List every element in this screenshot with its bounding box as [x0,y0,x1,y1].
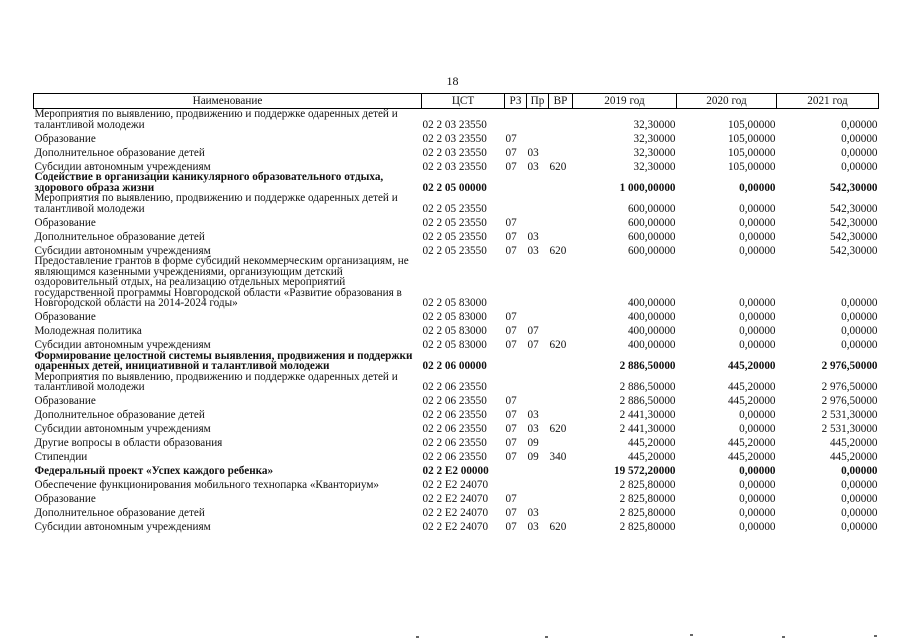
cell-vr [549,351,573,372]
cell-name: Субсидии автономным учреждениям [34,160,211,173]
cell-pr [527,130,549,144]
cell-rz: 07 [505,160,517,173]
cell-2019: 2 441,30000 [619,423,676,435]
cell-cst: 02 2 06 00000 [422,360,487,372]
cell-pr [527,109,549,131]
cell-pr: 03 [527,244,539,257]
header-pr: Пр [527,94,549,109]
cell-cst: 02 2 05 23550 [422,244,487,257]
cell-cst: 02 2 03 23550 [422,118,487,131]
header-2021: 2021 год [777,94,879,109]
cell-pr: 03 [527,423,539,435]
cell-vr [549,256,573,309]
cell-vr [549,407,573,421]
cell-pr: 03 [527,146,539,159]
cell-name: Обеспечение функционирования мобильного технопарка «Кванториум» [34,479,380,491]
cell-2019: 400,00000 [627,325,676,337]
cell-pr: 03 [527,160,539,173]
cell-rz: 07 [505,521,517,533]
cell-2020: 0,00000 [739,216,776,229]
table-row [34,109,879,131]
cell-cst: 02 2 05 83000 [422,339,487,351]
cell-rz: 07 [505,451,517,463]
cell-cst: 02 2 05 23550 [422,216,487,229]
cell-rz [505,351,527,372]
cell-pr [527,214,549,228]
cell-2020: 0,00000 [739,297,776,309]
cell-vr [549,309,573,323]
cell-name: Образование [34,216,96,229]
table-row [34,491,879,505]
cell-vr [549,109,573,131]
cell-name: Дополнительное образование детей [34,146,205,159]
cell-2020: 0,00000 [739,493,776,505]
cell-2020: 445,20000 [727,360,776,372]
table-row [34,242,879,256]
cell-rz: 07 [505,493,517,505]
cell-vr [549,130,573,144]
cell-2021: 0,00000 [841,160,878,173]
cell-name: Дополнительное образование детей [34,409,205,421]
table-row [34,337,879,351]
table-header-row [34,94,879,109]
cell-2021: 0,00000 [841,479,878,491]
table-row [34,130,879,144]
cell-2019: 445,20000 [627,451,676,463]
table-row [34,158,879,172]
header-name: Наименование [34,94,422,109]
cell-rz: 07 [505,395,517,407]
cell-pr [527,256,549,309]
cell-2019: 2 825,80000 [619,479,676,491]
cell-2019: 2 886,50000 [619,360,676,372]
cell-name: Мероприятия по выявлению, продвижению и поддержке одаренных детей и талантливой молодежи [34,370,398,393]
cell-2021: 0,00000 [841,339,878,351]
cell-2020: 0,00000 [739,311,776,323]
cell-cst: 02 2 E2 24070 [422,479,489,491]
cell-2020: 105,00000 [727,160,776,173]
cell-2021: 542,30000 [829,181,878,194]
cell-vr [549,477,573,491]
cell-2021: 542,30000 [829,216,878,229]
cell-cst: 02 2 E2 24070 [422,521,489,533]
page-number: 18 [446,74,459,88]
cell-cst: 02 2 05 83000 [422,325,487,337]
header-2020: 2020 год [677,94,777,109]
cell-vr: 340 [549,451,567,463]
cell-2019: 600,00000 [627,230,676,243]
cell-cst: 02 2 06 23550 [422,409,487,421]
cell-2019: 2 886,50000 [619,381,676,393]
cell-vr [549,228,573,242]
cell-2020: 0,00000 [739,465,776,477]
cell-rz: 07 [505,244,517,257]
header-2019: 2019 год [573,94,677,109]
cell-2021: 0,00000 [841,493,878,505]
table-row [34,393,879,407]
cell-2020: 0,00000 [739,339,776,351]
cell-name: Молодежная политика [34,325,142,337]
cell-rz [505,463,527,477]
cell-2020: 105,00000 [727,132,776,145]
cell-vr [549,323,573,337]
cell-name: Дополнительное образование детей [34,507,205,519]
cell-pr [527,372,549,393]
cell-2021: 0,00000 [841,311,878,323]
table-row [34,309,879,323]
cell-vr [549,193,573,214]
cell-2021: 2 976,50000 [821,360,878,372]
cell-name: Субсидии автономным учреждениям [34,423,211,435]
next-page-cutoff [0,628,905,640]
table-row [34,463,879,477]
cell-cst: 02 2 06 23550 [422,423,487,435]
cell-name: Формирование целостной системы выявления, продвижения и поддержки одаренных детей, инициативной и талантливой молодежи [34,349,413,372]
cell-2020: 105,00000 [727,118,776,131]
cell-pr [527,309,549,323]
cell-2019: 1 000,00000 [619,181,676,194]
cell-name: Мероприятия по выявлению, продвижению и поддержке одаренных детей и талантливой молодежи [34,108,398,131]
cell-vr [549,144,573,158]
table-row [34,193,879,214]
cell-vr [549,372,573,393]
cell-rz: 07 [505,423,517,435]
cell-name: Образование [34,395,96,407]
cell-rz: 07 [505,230,517,243]
cell-pr: 03 [527,409,539,421]
cell-cst: 02 2 06 23550 [422,437,487,449]
cell-pr [527,477,549,491]
cell-2021: 0,00000 [841,118,878,131]
cell-2021: 2 976,50000 [821,381,878,393]
cell-2019: 19 572,20000 [613,465,676,477]
cell-vr [549,393,573,407]
cell-2020: 0,00000 [739,325,776,337]
cell-2020: 445,20000 [727,381,776,393]
cell-vr: 620 [549,244,567,257]
cell-rz [505,193,527,214]
cell-pr: 03 [527,230,539,243]
cell-2021: 0,00000 [841,146,878,159]
cell-2021: 0,00000 [841,132,878,145]
cell-cst: 02 2 03 23550 [422,160,487,173]
cell-2020: 0,00000 [739,409,776,421]
cell-rz [505,172,527,193]
cell-2020: 0,00000 [739,507,776,519]
cell-rz: 07 [505,339,517,351]
cell-2020: 0,00000 [739,181,776,194]
table-row [34,435,879,449]
cell-name: Субсидии автономным учреждениям [34,339,211,351]
cell-vr: 620 [549,521,567,533]
cell-rz: 07 [505,311,517,323]
table-row [34,505,879,519]
cell-name: Образование [34,493,96,505]
table-row [34,172,879,193]
budget-table [33,93,879,533]
cell-2019: 32,30000 [633,118,676,131]
cell-2020: 445,20000 [727,437,776,449]
cell-cst: 02 2 05 23550 [422,230,487,243]
header-vr: ВР [549,94,573,109]
cell-2021: 0,00000 [841,465,878,477]
cell-pr [527,172,549,193]
cell-rz: 07 [505,325,517,337]
cell-2019: 2 886,50000 [619,395,676,407]
cell-2020: 445,20000 [727,395,776,407]
cell-pr [527,491,549,505]
cell-2019: 400,00000 [627,297,676,309]
cell-2021: 0,00000 [841,297,878,309]
table-row [34,421,879,435]
table-row [34,214,879,228]
cell-pr: 03 [527,521,539,533]
table-row [34,256,879,309]
cell-rz [505,372,527,393]
header-rz: РЗ [505,94,527,109]
cell-name: Стипендии [34,451,88,463]
cell-2019: 445,20000 [627,437,676,449]
cell-vr [549,463,573,477]
table-row [34,323,879,337]
cell-2021: 445,20000 [829,451,878,463]
cell-pr [527,463,549,477]
cell-name: Содействие в организации каникулярного образовательного отдыха, здорового образа жизни [34,171,384,194]
cell-2021: 542,30000 [829,230,878,243]
cell-vr [549,505,573,519]
cell-2019: 2 441,30000 [619,409,676,421]
cell-pr: 07 [527,325,539,337]
cell-2021: 2 531,30000 [821,409,878,421]
cell-name: Дополнительное образование детей [34,230,205,243]
cell-cst: 02 2 E2 24070 [422,507,489,519]
cell-cst: 02 2 05 83000 [422,311,487,323]
cell-2020: 0,00000 [739,244,776,257]
cell-name: Субсидии автономным учреждениям [34,244,211,257]
cell-rz: 07 [505,409,517,421]
cell-2021: 542,30000 [829,244,878,257]
cell-2019: 400,00000 [627,339,676,351]
cell-pr [527,193,549,214]
cell-vr [549,172,573,193]
cell-pr: 09 [527,451,539,463]
cell-2019: 2 825,80000 [619,507,676,519]
cell-2021: 0,00000 [841,325,878,337]
table-row [34,372,879,393]
cell-pr: 07 [527,339,539,351]
table-row [34,407,879,421]
cell-vr: 620 [549,339,567,351]
cell-rz: 07 [505,146,517,159]
cell-name: Субсидии автономным учреждениям [34,521,211,533]
cell-2020: 0,00000 [739,423,776,435]
cell-2019: 32,30000 [633,132,676,145]
cell-name: Предоставление грантов в форме субсидий некоммерческим организациям, не являющимся казенными учреждениями, организующим детский оздоровительный отдых, на реализацию отдельных мероприятий государственной программы Новгородской области «Развитие образования в Новгородской области на 2014-2024 годы» [34,255,409,309]
cell-name: Образование [34,132,96,145]
cell-2019: 32,30000 [633,146,676,159]
cell-pr: 03 [527,507,539,519]
cell-2019: 2 825,80000 [619,521,676,533]
table-row [34,144,879,158]
table-body [34,109,879,533]
cell-2021: 0,00000 [841,507,878,519]
table-row [34,519,879,533]
cell-2019: 400,00000 [627,311,676,323]
cell-rz: 07 [505,216,517,229]
cell-2020: 0,00000 [739,202,776,215]
cell-2020: 105,00000 [727,146,776,159]
cell-vr [549,435,573,449]
cell-cst: 02 2 06 23550 [422,395,487,407]
cell-cst: 02 2 05 83000 [422,297,487,309]
cell-name: Федеральный проект «Успех каждого ребенка» [34,465,274,477]
cell-pr [527,393,549,407]
cell-rz [505,256,527,309]
cell-rz [505,109,527,131]
cell-name: Мероприятия по выявлению, продвижению и поддержке одаренных детей и талантливой молодежи [34,192,398,215]
cell-cst: 02 2 03 23550 [422,146,487,159]
cell-2021: 2 531,30000 [821,423,878,435]
cell-vr [549,491,573,505]
cell-2021: 2 976,50000 [821,395,878,407]
cell-2019: 600,00000 [627,216,676,229]
cell-cst: 02 2 06 23550 [422,381,487,393]
cell-2019: 32,30000 [633,160,676,173]
table-row [34,449,879,463]
cell-pr [527,351,549,372]
cell-name: Другие вопросы в области образования [34,437,223,449]
cell-2019: 2 825,80000 [619,493,676,505]
cell-rz: 07 [505,507,517,519]
cell-vr [549,214,573,228]
cell-rz: 07 [505,132,517,145]
cell-2021: 0,00000 [841,521,878,533]
cell-2019: 600,00000 [627,202,676,215]
cell-2020: 0,00000 [739,521,776,533]
table-row [34,351,879,372]
header-cst: ЦСТ [422,94,505,109]
cell-cst: 02 2 03 23550 [422,132,487,145]
cell-pr: 09 [527,437,539,449]
cell-vr: 620 [549,423,567,435]
cell-cst: 02 2 05 00000 [422,181,487,194]
cell-cst: 02 2 E2 24070 [422,493,489,505]
cell-rz [505,477,527,491]
table-row [34,477,879,491]
cell-2021: 542,30000 [829,202,878,215]
cell-cst: 02 2 06 23550 [422,451,487,463]
cell-cst: 02 2 E2 00000 [422,465,489,477]
cell-vr: 620 [549,160,567,173]
cell-cst: 02 2 05 23550 [422,202,487,215]
cell-2020: 0,00000 [739,230,776,243]
cell-name: Образование [34,311,96,323]
cell-2020: 445,20000 [727,451,776,463]
cell-rz: 07 [505,437,517,449]
cell-2020: 0,00000 [739,479,776,491]
cell-2019: 600,00000 [627,244,676,257]
table-row [34,228,879,242]
cell-2021: 445,20000 [829,437,878,449]
